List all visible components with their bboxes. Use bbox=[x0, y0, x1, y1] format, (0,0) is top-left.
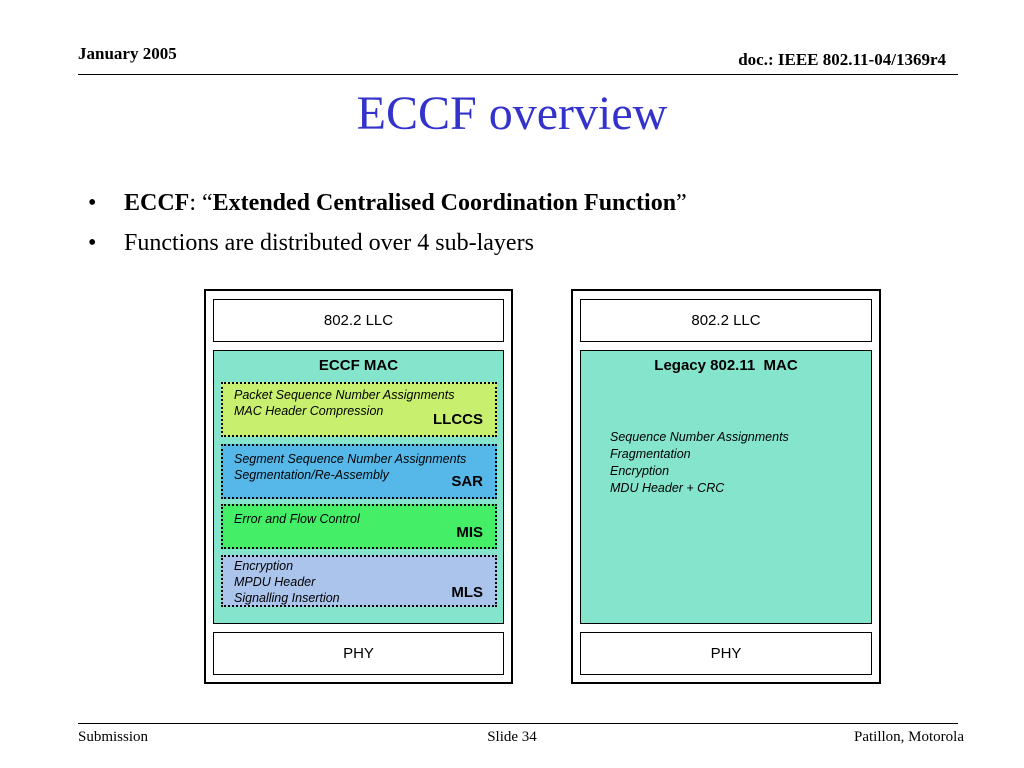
eccf-llc-layer bbox=[213, 299, 504, 342]
footer-rule bbox=[78, 723, 958, 724]
sublayer-name: MLS bbox=[451, 584, 483, 601]
legacy-mac-title: Legacy 802.11 MAC bbox=[654, 357, 798, 374]
sublayer-name: MIS bbox=[456, 524, 483, 541]
bullet-item-1 bbox=[88, 186, 687, 226]
eccf-stack-frame bbox=[204, 289, 513, 684]
llc-label: 802.2 LLC bbox=[323, 312, 394, 329]
legacy-llc-layer bbox=[580, 299, 872, 342]
legacy-function: Fragmentation bbox=[610, 447, 691, 461]
phy-label: PHY bbox=[343, 645, 374, 662]
sublayer-llccs bbox=[221, 382, 497, 437]
phy-label: PHY bbox=[710, 645, 742, 662]
header-doc-id: doc.: IEEE 802.11-04/1369r4 bbox=[738, 50, 946, 69]
bullet-list bbox=[88, 186, 687, 266]
eccf-mac-title: ECCF MAC bbox=[318, 357, 399, 374]
bullet-close-quote: ” bbox=[676, 190, 687, 216]
legacy-function: Encryption bbox=[610, 464, 670, 478]
sublayer-function: MPDU Header bbox=[234, 575, 316, 589]
sublayer-function: Segment Sequence Number Assignments bbox=[234, 452, 467, 466]
footer-submission: Submission bbox=[78, 729, 149, 745]
footer-slide-number: Slide 34 bbox=[487, 729, 537, 745]
sublayer-function: MAC Header Compression bbox=[234, 404, 384, 418]
eccf-mac-layer bbox=[213, 350, 504, 624]
bullet-term: ECCF bbox=[124, 190, 190, 216]
legacy-function: MDU Header + CRC bbox=[610, 481, 725, 495]
eccf-phy-layer bbox=[213, 632, 504, 675]
sublayer-function: Segmentation/Re-Assembly bbox=[234, 468, 389, 482]
bullet-marker: • bbox=[88, 190, 97, 216]
sublayer-mis bbox=[221, 504, 497, 549]
slide-title: ECCF overview bbox=[356, 87, 668, 140]
legacy-function-list bbox=[610, 429, 789, 497]
bullet-marker: • bbox=[88, 230, 97, 256]
llc-label: 802.2 LLC bbox=[691, 312, 761, 329]
sublayer-function: Encryption bbox=[234, 559, 294, 573]
sublayer-function: Packet Sequence Number Assignments bbox=[234, 388, 455, 402]
bullet-text: Functions are distributed over 4 sub-layers bbox=[124, 230, 534, 256]
sublayer-function: Signalling Insertion bbox=[234, 591, 340, 605]
sublayer-name: LLCCS bbox=[433, 411, 483, 428]
legacy-phy-layer bbox=[580, 632, 872, 675]
legacy-stack-frame bbox=[571, 289, 881, 684]
sublayer-function: Error and Flow Control bbox=[234, 512, 360, 526]
legacy-function: Sequence Number Assignments bbox=[610, 430, 789, 444]
header-rule bbox=[78, 74, 958, 75]
sublayer-name: SAR bbox=[451, 473, 483, 490]
legacy-mac-layer bbox=[580, 350, 872, 624]
header-date: January 2005 bbox=[78, 44, 177, 63]
sublayer-mls bbox=[221, 555, 497, 607]
bullet-separator: : “ bbox=[189, 190, 213, 216]
bullet-item-2 bbox=[88, 226, 687, 266]
bullet-definition: Extended Centralised Coordination Function bbox=[212, 190, 677, 216]
sublayer-sar bbox=[221, 444, 497, 499]
footer-author: Patillon, Motorola bbox=[854, 729, 964, 745]
